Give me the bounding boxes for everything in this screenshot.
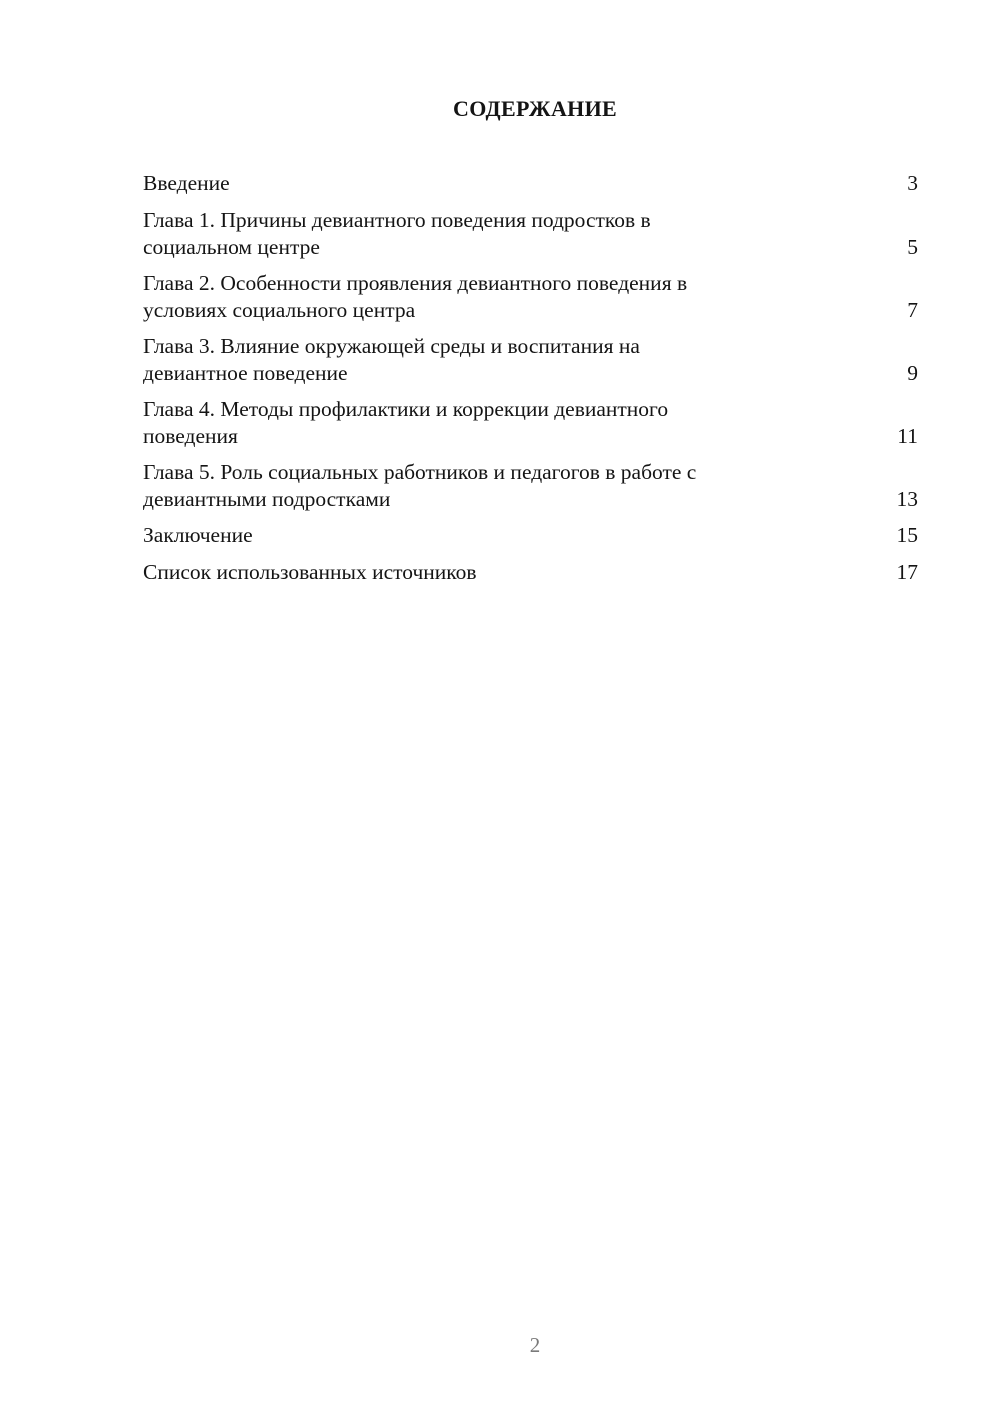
toc-entry-page: 7 xyxy=(907,298,918,322)
toc-entry-page: 9 xyxy=(907,361,918,385)
toc-entry-page: 13 xyxy=(896,487,918,511)
toc-entry-text: Глава 4. Методы профилактики и коррекции девиантного поведения xyxy=(143,397,669,448)
toc-entry-chapter-2 xyxy=(143,270,918,324)
toc-entry-text: Заключение xyxy=(143,523,253,547)
toc-entry-chapter-5 xyxy=(143,459,918,513)
toc-entry-chapter-3 xyxy=(143,333,918,387)
toc-entry-introduction xyxy=(143,170,918,197)
toc-entry-page: 3 xyxy=(907,171,918,195)
toc-entry-page: 5 xyxy=(907,235,918,259)
toc-entry-references xyxy=(143,559,918,586)
toc-entry-text: Глава 2. Особенности проявления девиантного поведения в условиях социального центра xyxy=(143,271,688,322)
toc-entry-page: 15 xyxy=(896,523,918,547)
toc-entry-chapter-4 xyxy=(143,396,918,450)
toc-entry-text: Введение xyxy=(143,171,230,195)
toc-entry-page: 17 xyxy=(896,560,918,584)
toc-entry-text: Глава 5. Роль социальных работников и педагогов в работе с девиантными подростками xyxy=(143,460,697,511)
toc-entry-conclusion xyxy=(143,522,918,549)
page-number: 2 xyxy=(529,1333,541,1357)
toc-entry-text: Глава 1. Причины девиантного поведения подростков в социальном центре xyxy=(143,208,651,259)
toc-entry-text: Глава 3. Влияние окружающей среды и воспитания на девиантное поведение xyxy=(143,334,640,385)
toc-entry-chapter-1 xyxy=(143,207,918,261)
toc-entry-page: 11 xyxy=(897,424,918,448)
page-title: СОДЕРЖАНИЕ xyxy=(453,96,617,121)
toc-entry-text: Список использованных источников xyxy=(143,560,477,584)
table-of-contents xyxy=(143,170,918,596)
